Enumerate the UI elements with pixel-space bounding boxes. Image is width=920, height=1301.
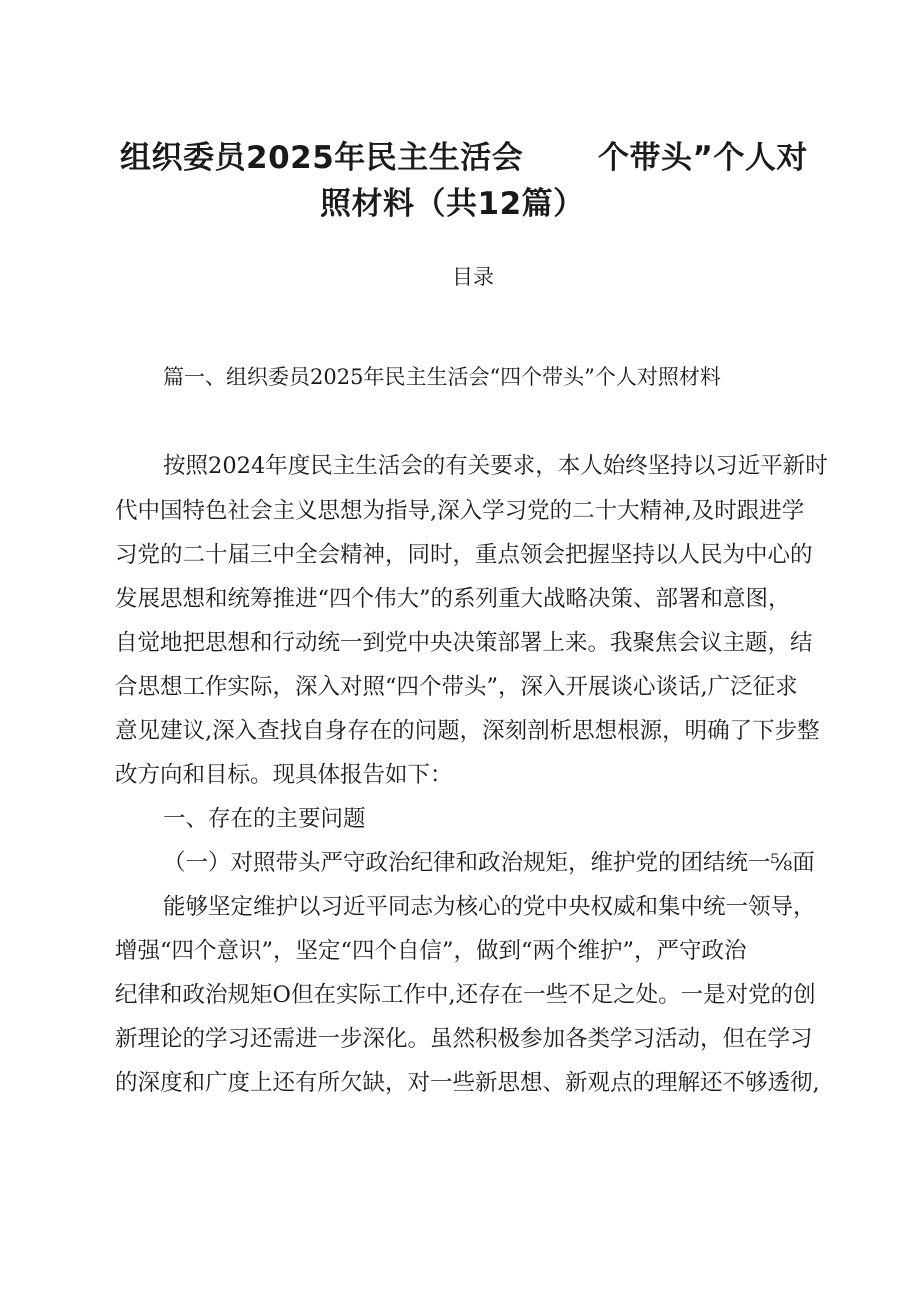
body-line: 代中国特色社会主义思想为指导,深入学习党的二十大精神,及时跟进学 (115, 498, 805, 524)
body-line: 新理论的学习还需进一步深化。虽然积极参加各类学习活动，但在学习 (115, 1026, 813, 1052)
subsection-heading: （一）对照带头严守政治纪律和政治规矩，维护党的团结统一⅝面 (163, 850, 815, 876)
body-line: 意见建议,深入查找自身存在的问题，深刻剖析思想根源，明确了下步整 (115, 718, 820, 744)
body-line: 纪律和政治规矩O但在实际工作中,还存在一些不足之处。一是对党的创 (115, 982, 816, 1008)
document-title-line-1-part-2: 个带头”个人对 (598, 140, 808, 176)
body-line: 合思想工作实际，深入对照“四个带头”，深入开展谈心谈话,广泛征求 (115, 674, 798, 700)
body-line: 按照2024年度民主生活会的有关要求，本人始终坚持以习近平新时 (163, 453, 828, 479)
document-title-line-2: 照材料（共12篇） (320, 186, 585, 222)
body-line: 能够坚定维护以习近平同志为核心的党中央权威和集中统一领导， (163, 894, 816, 920)
toc-heading: 目录 (452, 265, 494, 289)
body-line: 的深度和广度上还有所欠缺，对一些新思想、新观点的理解还不够透彻, (115, 1070, 820, 1096)
section-heading: 一、存在的主要问题 (163, 806, 366, 832)
body-line: 习党的二十届三中全会精神，同时，重点领会把握坚持以人民为中心的 (115, 542, 813, 568)
toc-item-1: 篇一、组织委员2025年民主生活会“四个带头”个人对照材料 (163, 365, 721, 389)
document-title-line-1-part-1: 组织委员2025年民主生活会 (120, 140, 524, 176)
body-line: 改方向和目标。现具体报告如下： (115, 762, 453, 788)
body-line: 增强“四个意识”，坚定“四个自信”，做到“两个维护”，严守政治 (115, 938, 747, 964)
body-line: 自觉地把思想和行动统一到党中央决策部署上来。我聚焦会议主题，结 (115, 630, 813, 656)
body-line: 发展思想和统筹推进“四个伟大”的系列重大战略决策、部署和意图， (115, 586, 791, 612)
